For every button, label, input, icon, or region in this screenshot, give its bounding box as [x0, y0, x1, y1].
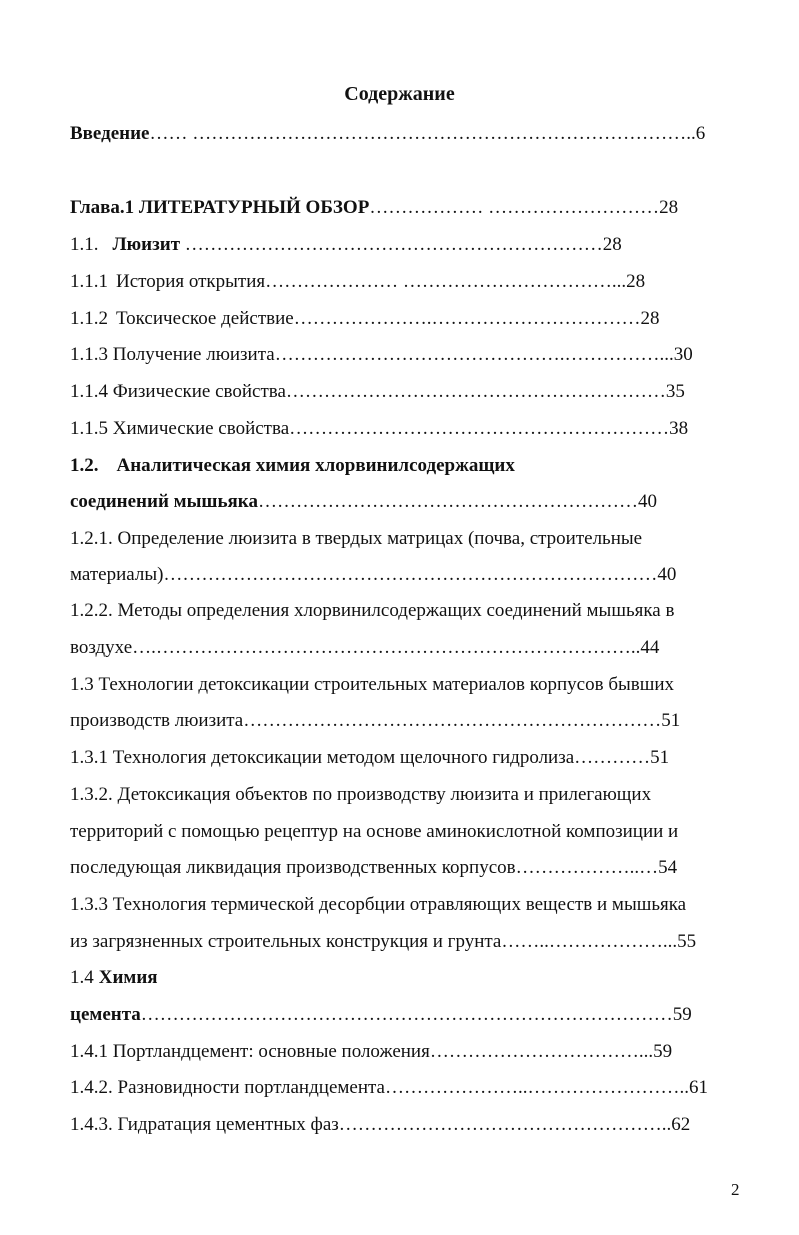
toc-entry-1-3-1[interactable] — [70, 746, 669, 770]
toc-entry-1-3-2-cont1[interactable] — [70, 820, 678, 844]
toc-label: 1.3.2. Детоксикация объектов по производству люизита и прилегающих — [70, 784, 652, 805]
toc-page: 28 — [602, 234, 622, 255]
toc-entry-1-1-4[interactable] — [70, 380, 685, 404]
toc-leader: ……………………………………….……………... — [274, 344, 674, 365]
toc-number: 1.1.2 — [70, 308, 108, 329]
toc-entry-1-3-2[interactable] — [70, 783, 651, 807]
toc-page: 40 — [657, 564, 677, 585]
toc-leader: ………………………………………………………………………… — [140, 1004, 673, 1025]
toc-label: 1.4.2. Разновидности портландцемента — [70, 1077, 385, 1098]
toc-label: Химия — [98, 967, 158, 988]
toc-label: материалы) — [70, 564, 164, 585]
toc-entry-1-4-cont[interactable] — [70, 1003, 692, 1027]
toc-page: 30 — [673, 344, 693, 365]
toc-label: производств люизита — [70, 710, 244, 731]
toc-entry-1-2-cont[interactable] — [70, 490, 657, 514]
toc-entry-1-2-1[interactable] — [70, 527, 642, 551]
toc-entry-1-4-3[interactable] — [70, 1113, 690, 1137]
toc-leader: …………………………………………………… — [289, 418, 670, 439]
toc-leader: ………………..… — [515, 857, 659, 878]
toc-label: 1.2.2. Методы определения хлорвинилсодержащих соединений мышьяка в — [70, 600, 675, 621]
toc-page: 51 — [650, 747, 670, 768]
toc-label: Аналитическая химия хлорвинилсодержащих — [116, 455, 515, 476]
toc-entry-1-3-3-cont[interactable] — [70, 930, 696, 954]
toc-leader: …………………………………………….. — [338, 1114, 672, 1135]
toc-entry-1-3-3[interactable] — [70, 893, 686, 917]
toc-leader: ….………………………………………………………………….. — [132, 637, 641, 658]
toc-number: 1.4 — [70, 967, 94, 988]
toc-page: 59 — [672, 1004, 692, 1025]
toc-page: 51 — [661, 710, 681, 731]
toc-label: цемента — [70, 1004, 141, 1025]
toc-number: 1.1.1 — [70, 271, 108, 292]
toc-entry-1-1-5[interactable] — [70, 417, 688, 441]
toc-page: 59 — [653, 1041, 673, 1062]
toc-page: 62 — [671, 1114, 691, 1135]
toc-page: 6 — [695, 123, 706, 144]
toc-leader: …………………..…………………….. — [384, 1077, 689, 1098]
toc-page: 44 — [640, 637, 660, 658]
toc-label: Глава.1 ЛИТЕРАТУРНЫЙ ОБЗОР — [70, 197, 370, 218]
toc-entry-1-3-cont[interactable] — [70, 709, 680, 733]
toc-leader: ………………………………………………………… — [180, 234, 603, 255]
toc-label: 1.1.3 Получение люизита — [70, 344, 275, 365]
toc-leader: …… …………………………………………………………………….. — [149, 123, 696, 144]
toc-page: 61 — [688, 1077, 708, 1098]
toc-label: из загрязненных строительных конструкция и грунта — [70, 931, 502, 952]
toc-label: 1.4.1 Портландцемент: основные положения — [70, 1041, 430, 1062]
toc-page: 38 — [669, 418, 689, 439]
toc-leader: …………………………………………………… — [257, 491, 638, 512]
toc-label: 1.4.3. Гидратация цементных фаз — [70, 1114, 339, 1135]
toc-entry-1-2-2[interactable] — [70, 599, 674, 623]
toc-page: 54 — [658, 857, 678, 878]
toc-leader: …………………………………………………………………… — [163, 564, 658, 585]
toc-leader: ……..………………... — [501, 931, 678, 952]
toc-entry-1-4-1[interactable] — [70, 1040, 672, 1064]
toc-leader: ……………… ……………………… — [369, 197, 660, 218]
toc-label: 1.2.1. Определение люизита в твердых матрицах (почва, строительные — [70, 528, 643, 549]
toc-leader: ……………………………... — [429, 1041, 654, 1062]
toc-label: воздухе — [70, 637, 133, 658]
toc-label: соединений мышьяка — [70, 491, 258, 512]
toc-label: 1.3.3 Технология термической десорбции отравляющих веществ и мышьяка — [70, 894, 687, 915]
toc-entry-1-1[interactable] — [70, 233, 622, 257]
toc-label: Люизит — [112, 234, 181, 255]
toc-leader: ………… — [574, 747, 651, 768]
toc-label: История открытия — [116, 271, 266, 292]
toc-number: 1.1. — [70, 234, 99, 255]
toc-entry-1-4[interactable] — [70, 966, 158, 990]
toc-label: последующая ликвидация производственных корпусов — [70, 857, 516, 878]
toc-leader: ………………… ……………………………... — [265, 271, 627, 292]
toc-entry-1-1-1[interactable] — [70, 270, 645, 294]
toc-entry-chapter-1[interactable] — [70, 196, 678, 220]
toc-page: 28 — [626, 271, 646, 292]
toc-page: 40 — [637, 491, 657, 512]
page-number: 2 — [731, 1180, 740, 1199]
toc-entry-1-2-1-cont[interactable] — [70, 563, 676, 587]
toc-page: 35 — [665, 381, 685, 402]
toc-label: территорий с помощью рецептур на основе аминокислотной композиции и — [70, 821, 679, 842]
page-title: Содержание — [344, 83, 455, 105]
toc-entry-1-1-2[interactable] — [70, 307, 659, 331]
toc-label: 1.3 Технологии детоксикации строительных материалов корпусов бывших — [70, 674, 675, 695]
toc-entry-1-4-2[interactable] — [70, 1076, 708, 1100]
toc-leader: ………………….…………………………… — [293, 308, 641, 329]
toc-leader: …………………………………………………… — [285, 381, 666, 402]
toc-label: Токсическое действие — [116, 308, 294, 329]
toc-leader: ………………………………………………………… — [243, 710, 662, 731]
toc-page: 55 — [677, 931, 697, 952]
toc-page: 28 — [640, 308, 660, 329]
toc-entry-1-3[interactable] — [70, 673, 674, 697]
toc-entry-1-3-2-cont2[interactable] — [70, 856, 677, 880]
toc-entry-1-1-3[interactable] — [70, 343, 693, 367]
toc-number: 1.2. — [70, 455, 99, 476]
toc-label: Введение — [70, 123, 150, 144]
toc-label: 1.3.1 Технология детоксикации методом щелочного гидролиза — [70, 747, 575, 768]
toc-label: 1.1.4 Физические свойства — [70, 381, 286, 402]
toc-entry-1-2[interactable] — [70, 454, 515, 478]
toc-page: 28 — [659, 197, 679, 218]
toc-entry-introduction[interactable] — [70, 122, 705, 146]
toc-label: 1.1.5 Химические свойства — [70, 418, 290, 439]
toc-entry-1-2-2-cont[interactable] — [70, 636, 659, 660]
